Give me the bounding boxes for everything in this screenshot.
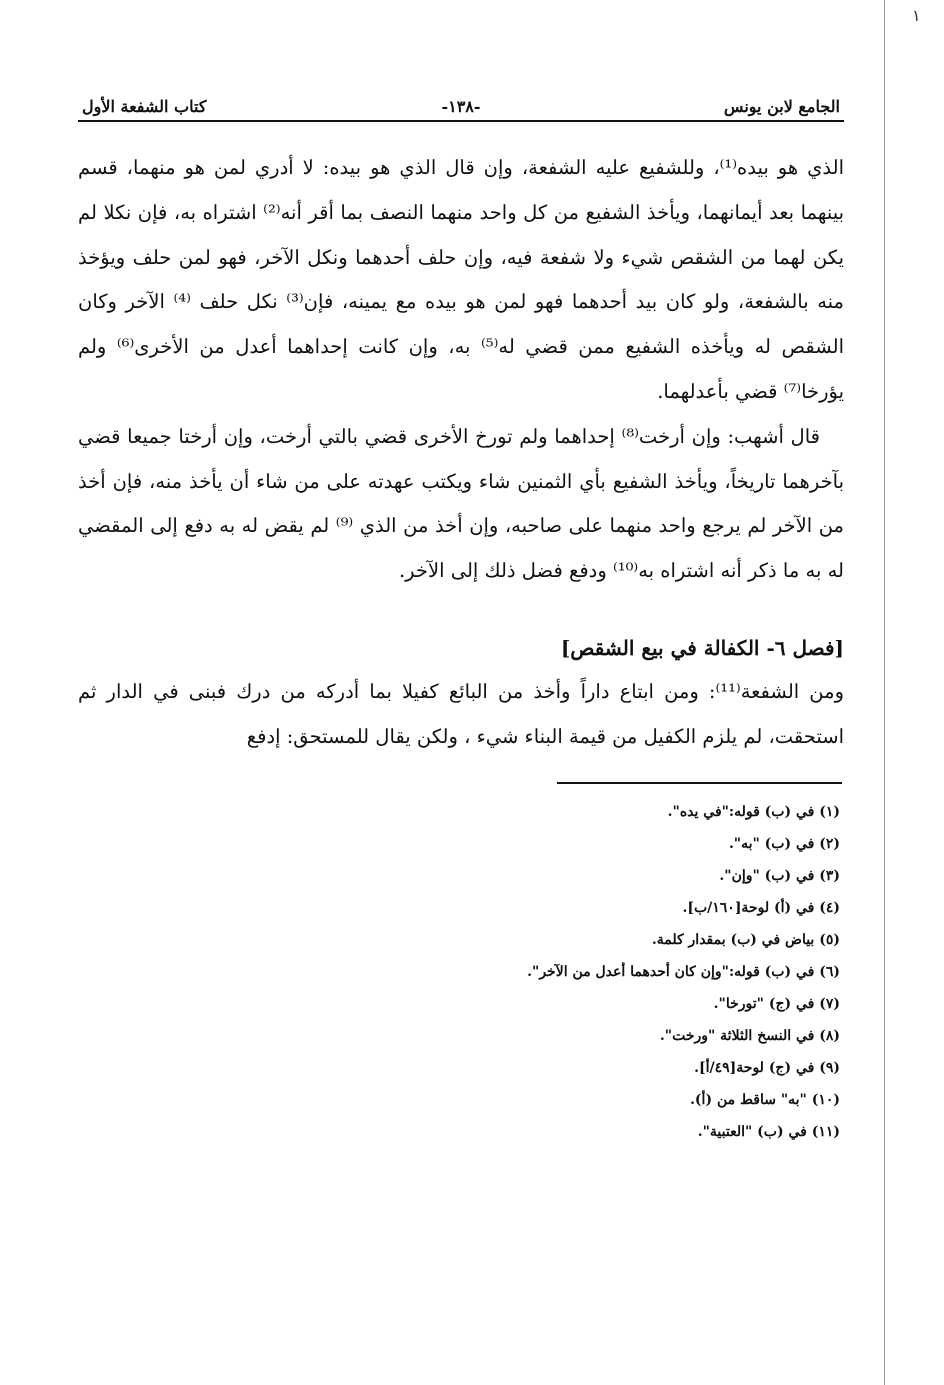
header-book-title: الجامع لابن يونس	[723, 97, 840, 116]
footnote: (٢) في (ب) "به".	[728, 835, 840, 852]
page-header	[78, 86, 844, 122]
footnote: (٣) في (ب) "وإن".	[719, 867, 840, 884]
section-title: [فصل ٦- الكفالة في بيع الشقص]	[560, 635, 844, 660]
paragraph-2: قال أشهب: وإن أرخت⁽⁸⁾ إحداهما ولم تورخ الأخرى قضي بالتي أرخت، وإن أرختا جميعا قضي بآخرهما تاريخاً، ويأخذ الشفيع بأي الثمنين شاء ويكتب عهدته على من شاء أن يأخذ منه، فإن أخذ من الآخر لم يرجع واحد منهما على صاحبه، وإن أخذ من الذي ⁽⁹⁾ لم يقض له به دفع إلى المقضي له به ما ذكر أنه اشتراه به⁽¹⁰⁾ ودفع فضل ذلك إلى الآخر.	[78, 424, 844, 583]
footnote: (٦) في (ب) قوله:"وإن كان أحدهما أعدل من الآخر".	[527, 963, 840, 980]
page-number: -١٣٨-	[441, 97, 481, 116]
footnotes	[78, 796, 844, 1148]
footnote: (٧) في (ج) "تورخا".	[713, 995, 840, 1012]
footnote: (٤) في (أ) لوحة[١٦٠/ب].	[682, 899, 840, 916]
footnote: (٩) في (ج) لوحة[٤٩/أ].	[694, 1059, 840, 1076]
footnote: (٥) بياض في (ب) بمقدار كلمة.	[651, 931, 840, 948]
body-text	[78, 146, 844, 594]
paragraph-1: الذي هو بيده⁽¹⁾، وللشفيع عليه الشفعة، وإن قال الذي هو بيده: لا أدري لمن هو منهما، قسم بينهما بعد أيمانهما، ويأخذ الشفيع من كل واحد منهما النصف بما أقر أنه⁽²⁾ اشتراه به، فإن نكلا لم يكن لهما من الشقص شيء ولا شفعة فيه، وإن حلف أحدهما ونكل الآخر، فهو لمن حلف ويؤخذ منه بالشفعة، ولو كان بيد أحدهما فهو لمن هو بيده مع يمينه، فإن⁽³⁾ نكل حلف ⁽⁴⁾ الآخر وكان الشقص له ويأخذه الشفيع ممن قضي له⁽⁵⁾ به، وإن كانت إحداهما أعدل من الأخرى⁽⁶⁾ ولم يؤرخا⁽⁷⁾ قضي بأعدلهما.	[78, 156, 845, 403]
footnote-divider	[557, 782, 842, 784]
footnote: (١) في (ب) قوله:"في يده".	[667, 803, 840, 820]
footnote: (٨) في النسخ الثلاثة "ورخت".	[659, 1027, 840, 1044]
footnote: (١١) في (ب) "العتبية".	[697, 1123, 840, 1140]
corner-mark: ١	[912, 6, 921, 25]
section-paragraph: ومن الشفعة⁽¹¹⁾: ومن ابتاع داراً وأخذ من البائع كفيلا بما أدركه من درك فبنى في الدار ثم استحقت، لم يلزم الكفيل من قيمة البناء شيء ، ولكن يقال للمستحق: إدفع	[78, 679, 844, 748]
document-page	[78, 86, 844, 1148]
header-chapter-title: كتاب الشفعة الأول	[82, 97, 207, 116]
section-body	[78, 670, 844, 760]
footnote: (١٠) "به" ساقط من (أ).	[690, 1091, 840, 1108]
page-edge-line	[884, 0, 885, 1385]
